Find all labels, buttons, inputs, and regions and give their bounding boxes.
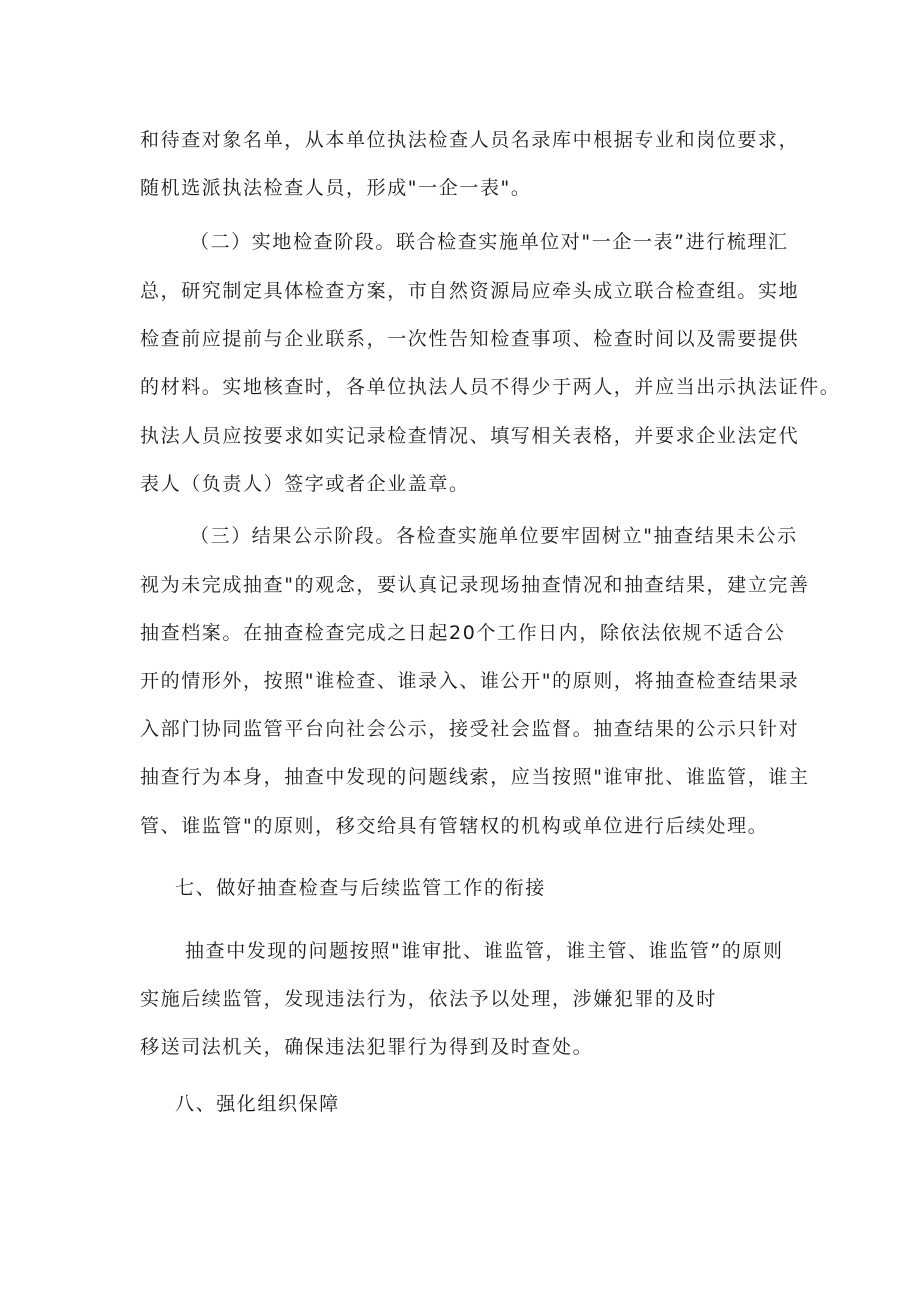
section-7-line-3: 移送司法机关，确保违法犯罪行为得到及时查处。	[140, 1036, 594, 1058]
paragraph-line-2: 随机选派执法检查人员，形成"一企一表"。	[140, 177, 532, 199]
section-3-line-7: 管、谁监管"的原则，移交给具有管辖权的机构或单位进行后续处理。	[140, 815, 769, 837]
section-3-line-6: 抽查行为本身，抽查中发现的问题线索，应当按照"谁审批、谁监管，谁主	[140, 766, 810, 788]
section-2-line-5: 执法人员应按要求如实记录检查情况、填写相关表格，并要求企业法定代	[140, 425, 800, 447]
section-7-line-2: 实施后续监管，发现违法行为，依法予以处理，涉嫌犯罪的及时	[140, 988, 717, 1010]
section-3-line-1: （三）结果公示阶段。各检查实施单位要牢固树立"抽查结果未公示	[190, 525, 798, 547]
section-2-line-6: 表人（负责人）签字或者企业盖章。	[140, 473, 470, 495]
section-3-line-5: 入部门协同监管平台向社会公示，接受社会监督。抽查结果的公示只针对	[140, 718, 800, 740]
section-3-line-4: 开的情形外，按照"谁检查、谁录入、谁公开"的原则，将抽查检查结果录	[140, 670, 800, 692]
section-2-line-4: 的材料。实地核查时，各单位执法人员不得少于两人，并应当出示执法证件。	[140, 376, 841, 398]
heading-seven: 七、做好抽查检查与后续监管工作的衔接	[175, 877, 546, 899]
section-7-line-1: 抽查中发现的问题按照"谁审批、谁监管，谁主管、谁监管”的原则	[185, 940, 784, 962]
section-2-line-3: 检查前应提前与企业联系，一次性告知检查事项、检查时间以及需要提供	[140, 328, 800, 350]
section-3-line-3: 抽查档案。在抽查检查完成之日起20个工作日内，除依法依规不适合公	[140, 622, 786, 644]
section-2-line-1: （二）实地检查阶段。联合检查实施单位对"一企一表”进行梳理汇	[190, 231, 789, 253]
section-3-line-2: 视为未完成抽查"的观念，要认真记录现场抽查情况和抽查结果，建立完善	[140, 574, 810, 596]
heading-eight: 八、强化组织保障	[175, 1093, 340, 1115]
paragraph-line-1: 和待查对象名单，从本单位执法检查人员名录库中根据专业和岗位要求，	[140, 129, 800, 151]
section-2-line-2: 总，研究制定具体检查方案，市自然资源局应牵头成立联合检查组。实地	[140, 280, 800, 302]
